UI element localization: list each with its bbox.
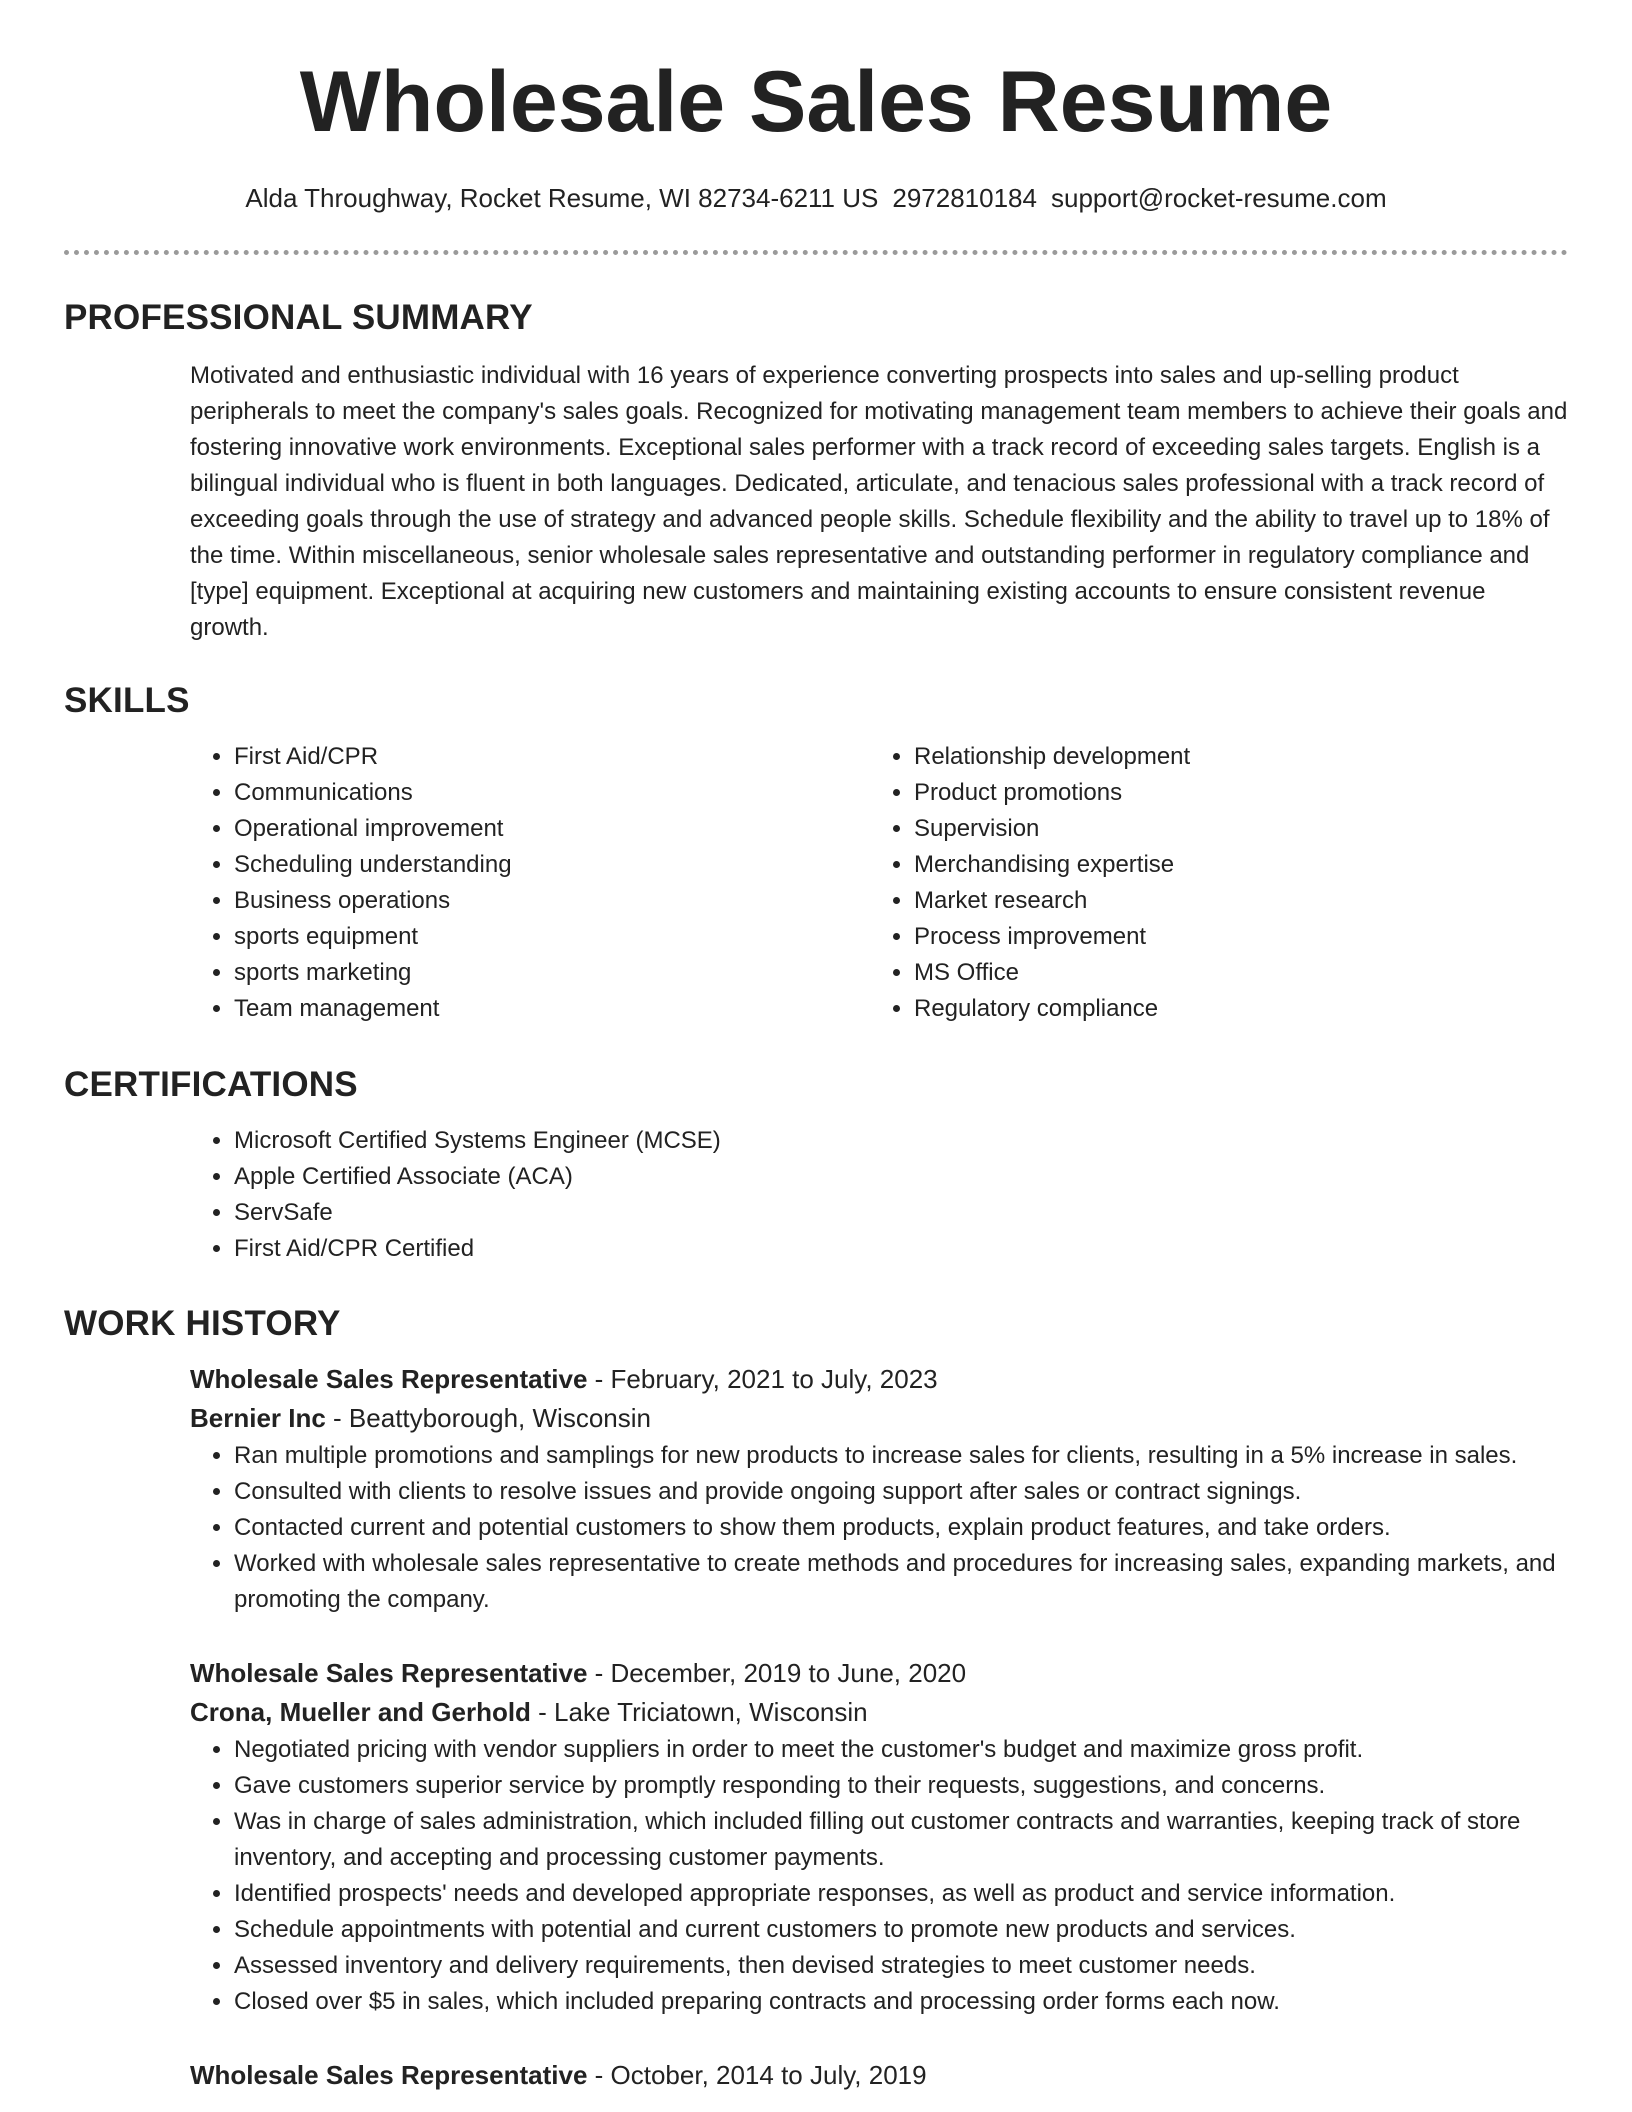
contact-line [0,180,1632,216]
skill-item: • MS Office [914,955,1550,991]
skill-item: • Product promotions [914,775,1550,811]
skill-item: • Process improvement [914,919,1550,955]
skill-item: • Supervision [914,811,1550,847]
work-history-heading: WORK HISTORY [64,1304,341,1343]
job-company: Crona, Mueller and Gerhold [190,1697,531,1727]
contact-email: support@rocket-resume.com [1050,183,1387,213]
job-duty: • Identified prospects' needs and developed appropriate responses, as well as product and service information. [234,1876,1568,1912]
certifications-heading: CERTIFICATIONS [64,1065,358,1104]
skill-item: • sports marketing [234,955,870,991]
job-entry [190,1654,1568,2020]
job-title: Wholesale Sales Representative [190,2060,588,2090]
job-title: Wholesale Sales Representative [190,1364,588,1394]
certification-item: • First Aid/CPR Certified [234,1231,1568,1267]
job-duty: • Consulted with clients to resolve issues and provide ongoing support after sales or contract signings. [234,1474,1568,1510]
work-history-body [190,1360,1568,2095]
certification-item: • ServSafe [234,1195,1568,1231]
certifications-body [190,1123,1568,1267]
skill-item: • sports equipment [234,919,870,955]
certification-item: • Apple Certified Associate (ACA) [234,1159,1568,1195]
job-duties-list [190,1438,1568,1618]
skills-heading: SKILLS [64,681,190,720]
job-duty: • Closed over $5 in sales, which included preparing contracts and processing order forms each now. [234,1984,1568,2020]
job-duty: • Contacted current and potential customers to show them products, explain product features, and take orders. [234,1510,1568,1546]
skill-item: • Relationship development [914,739,1550,775]
skills-list-left [190,739,870,1027]
job-duty: • Was in charge of sales administration, which included filling out customer contracts and warranties, keeping track of store inventory, and accepting and processing customer payments. [234,1804,1568,1876]
skill-item: • Merchandising expertise [914,847,1550,883]
job-entry [190,2056,1568,2095]
contact-phone: 2972810184 [892,183,1037,213]
job-title-line [190,1654,1568,1693]
skills-section [64,679,1568,1027]
job-title-line [190,1360,1568,1399]
summary-text: Motivated and enthusiastic individual with 16 years of experience converting prospects into sales and up-selling product peripherals to meet the company's sales goals. Recognized for motivating management team members to achieve their goals and fostering innovative work environments. Exceptional sales performer with a track record of exceeding sales targets. English is a bilingual individual who is fluent in both languages. Dedicated, articulate, and tenacious sales professional with a track record of exceeding goals through the use of strategy and advanced people skills. Schedule flexibility and the ability to travel up to 18% of the time. Within miscellaneous, senior wholesale sales representative and outstanding performer in regulatory compliance and [type] equipment. Exceptional at acquiring new customers and maintaining existing accounts to ensure consistent revenue growth. [190,362,1568,641]
job-duty: • Gave customers superior service by promptly responding to their requests, suggestions, and concerns. [234,1768,1568,1804]
skill-item: • Communications [234,775,870,811]
job-duty: • Ran multiple promotions and samplings for new products to increase sales for clients, resulting in a 5% increase in sales. [234,1438,1568,1474]
job-entry [190,1360,1568,1618]
skill-item: • Team management [234,991,870,1027]
job-duties-list [190,1732,1568,2020]
job-company-line [190,1399,1568,1438]
job-dates: - December, 2019 to June, 2020 [587,1658,967,1688]
job-duty: • Negotiated pricing with vendor suppliers in order to meet the customer's budget and maximize gross profit. [234,1732,1568,1768]
job-company: Bernier Inc [190,1403,326,1433]
job-dates: - October, 2014 to July, 2019 [587,2060,927,2090]
job-location: - Beattyborough, Wisconsin [325,1403,651,1433]
skills-list-right [870,739,1550,1027]
skill-item: • Market research [914,883,1550,919]
summary-heading: PROFESSIONAL SUMMARY [64,298,533,337]
skill-item: • First Aid/CPR [234,739,870,775]
job-duty: • Assessed inventory and delivery requirements, then devised strategies to meet customer needs. [234,1948,1568,1984]
job-duty: • Schedule appointments with potential and current customers to promote new products and services. [234,1912,1568,1948]
job-duty: • Worked with wholesale sales representative to create methods and procedures for increasing sales, expanding markets, and promoting the company. [234,1546,1568,1618]
contact-address: Alda Throughway, Rocket Resume, WI 82734-6211 US [245,183,879,213]
skills-column-right [870,739,1550,1027]
header-divider [64,250,1568,255]
job-title: Wholesale Sales Representative [190,1658,588,1688]
job-title-line [190,2056,1568,2095]
work-history-section [64,1302,1568,2095]
summary-body [190,358,1568,646]
certifications-section [64,1063,1568,1267]
resume-title: Wholesale Sales Resume [299,54,1333,150]
summary-section [64,296,1568,646]
job-company-line [190,1693,1568,1732]
job-dates: - February, 2021 to July, 2023 [587,1364,938,1394]
job-location: - Lake Triciatown, Wisconsin [530,1697,868,1727]
skill-item: • Business operations [234,883,870,919]
certifications-list [190,1123,1568,1267]
skill-item: • Regulatory compliance [914,991,1550,1027]
skills-column-left [190,739,870,1027]
skill-item: • Scheduling understanding [234,847,870,883]
skill-item: • Operational improvement [234,811,870,847]
certification-item: • Microsoft Certified Systems Engineer (MCSE) [234,1123,1568,1159]
skills-grid [190,739,1568,1027]
